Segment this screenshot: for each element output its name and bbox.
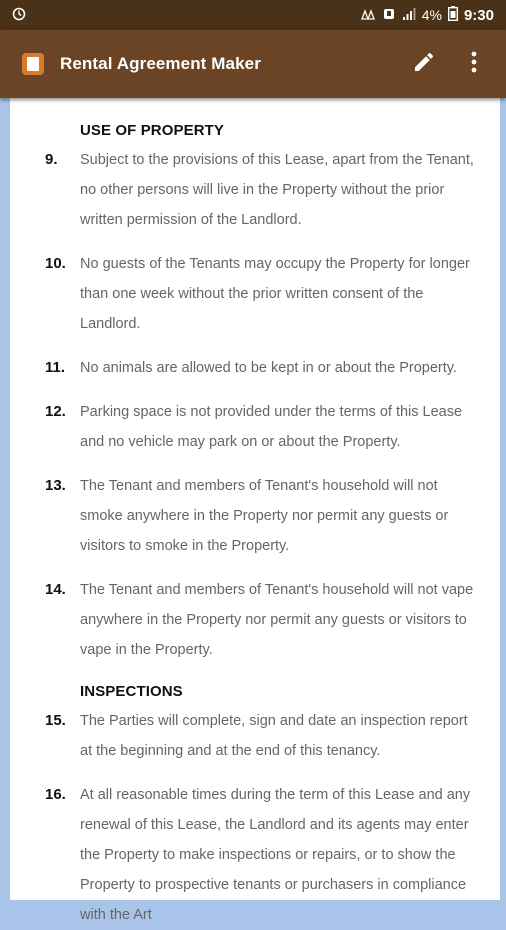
clause-text: The Parties will complete, sign and date an inspection report at the beginning and at the end of this tenancy. <box>80 713 468 759</box>
clause <box>45 397 480 457</box>
battery-icon <box>448 6 458 24</box>
clause <box>45 706 480 766</box>
status-bar <box>0 0 506 30</box>
clause-text: The Tenant and members of Tenant's household will not smoke anywhere in the Property nor permit any guests or visitors to smoke in the Property. <box>80 478 449 554</box>
more-vert-icon <box>471 51 477 78</box>
clause <box>45 471 480 561</box>
clause <box>45 575 480 665</box>
clause <box>45 145 480 235</box>
clause-text: Subject to the provisions of this Lease, apart from the Tenant, no other persons will live in the Property without the prior written permission of the Landlord. <box>80 152 474 228</box>
app-title: Rental Agreement Maker <box>60 54 261 73</box>
clause-text: The Tenant and members of Tenant's household will not vape anywhere in the Property nor permit any guests or visitors to vape in the Property. <box>80 582 474 658</box>
clause-number: 12. <box>45 403 66 420</box>
clause-number: 16. <box>45 786 66 803</box>
overflow-menu-button[interactable] <box>456 46 492 82</box>
clause <box>45 353 480 383</box>
clause <box>45 249 480 339</box>
dual-sim-icon <box>360 7 376 24</box>
clause-text: No animals are allowed to be kept in or about the Property. <box>80 360 457 376</box>
clause-number: 10. <box>45 255 66 272</box>
section-heading-inspections: INSPECTIONS <box>80 683 183 700</box>
sync-icon <box>12 7 26 24</box>
section-heading-use-of-property: USE OF PROPERTY <box>80 122 225 139</box>
edit-button[interactable] <box>406 46 442 82</box>
clause-number: 14. <box>45 581 66 598</box>
clause-number: 9. <box>45 151 58 168</box>
signal-icon <box>402 7 416 24</box>
document-page[interactable] <box>10 98 500 923</box>
status-time: 9:30 <box>463 6 494 24</box>
clause-number: 13. <box>45 477 66 494</box>
pencil-icon <box>412 50 436 79</box>
app-bar <box>0 30 506 98</box>
app-logo-icon <box>22 53 44 75</box>
clause-number: 15. <box>45 712 66 729</box>
clause-text: No guests of the Tenants may occupy the Property for longer than one week without the prior written consent of the Landlord. <box>80 256 470 332</box>
alarm-icon <box>382 7 396 24</box>
clause-text: Parking space is not provided under the terms of this Lease and no vehicle may park on or about the Property. <box>80 404 463 450</box>
battery-percent: 4% <box>421 7 442 23</box>
clause <box>45 780 480 930</box>
clause-text: At all reasonable times during the term of this Lease and any renewal of this Lease, the Landlord and its agents may enter the Property to make inspections or repairs, or to show the Property to prospective tenants or purchasers in compliance with the Art <box>80 787 471 923</box>
clause-number: 11. <box>45 359 66 376</box>
